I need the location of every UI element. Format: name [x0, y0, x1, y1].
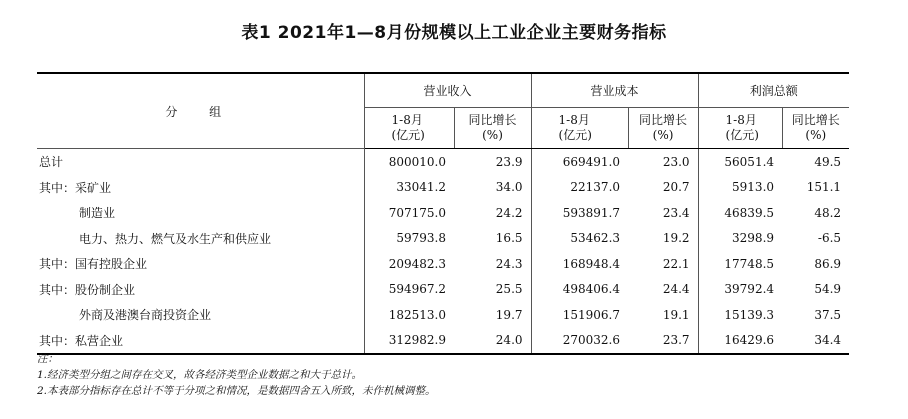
cell-value: 151.1 [806, 180, 842, 195]
revenue-period-header: 1-8月 (亿元) [364, 108, 454, 149]
cell-value: 19.7 [495, 307, 523, 322]
cell-value: 23.9 [495, 154, 523, 169]
row-label: 其中：采矿业 [39, 180, 112, 195]
cost-header: 营业成本 [531, 73, 698, 108]
revenue-header: 营业收入 [364, 73, 531, 108]
cell-value: 23.0 [662, 154, 690, 169]
profit-header: 利润总额 [698, 73, 849, 108]
cell-value: 3298.9 [698, 226, 782, 252]
table-row [37, 175, 849, 201]
cell-value: 86.9 [814, 256, 842, 271]
cell-value: 182513.0 [364, 302, 454, 328]
financial-indicators-table [37, 72, 849, 355]
cell-value: 24.0 [454, 328, 531, 355]
cell-value: 37.5 [814, 307, 842, 322]
cell-value: 209482.3 [364, 251, 454, 277]
cell-value: 59793.8 [364, 226, 454, 252]
cost-growth-header: 同比增长 (%) [628, 108, 698, 149]
table-row [37, 277, 849, 303]
cell-value: 25.5 [495, 282, 523, 297]
profit-period-header: 1-8月 (亿元) [698, 108, 782, 149]
cell-value: 707175.0 [364, 200, 454, 226]
cell-value: 151906.7 [531, 302, 628, 328]
table-notes [37, 351, 436, 399]
cell-value: 23.7 [628, 328, 698, 355]
cell-value: 56051.4 [698, 149, 782, 175]
cell-value: 53462.3 [531, 226, 628, 252]
cell-value: 19.2 [662, 231, 690, 246]
cell-value: 270032.6 [531, 328, 628, 355]
cell-value: 48.2 [814, 205, 842, 220]
notes-label: 注： [37, 353, 58, 365]
cell-value: 16.5 [495, 231, 523, 246]
note-1: 1.经济类型分组之间存在交叉，故各经济类型企业数据之和大于总计。 [37, 369, 363, 381]
cell-value: 24.2 [495, 205, 523, 220]
group-column-header: 分 组 [37, 73, 364, 149]
table-row [37, 251, 849, 277]
cell-value: 312982.9 [364, 328, 454, 355]
cell-value: 34.4 [782, 328, 849, 355]
cell-value: 669491.0 [531, 149, 628, 175]
cell-value: 54.9 [814, 282, 842, 297]
cell-value: 49.5 [814, 154, 842, 169]
cell-value: 33041.2 [364, 175, 454, 201]
cell-value: 24.4 [662, 282, 690, 297]
table-row [37, 149, 849, 175]
cell-value: 20.7 [662, 180, 690, 195]
cell-value: 19.1 [662, 307, 690, 322]
table-row [37, 226, 849, 252]
cell-value: 22.1 [662, 256, 690, 271]
cell-value: 23.4 [662, 205, 690, 220]
row-label: 外商及港澳台商投资企业 [79, 308, 212, 323]
cost-period-header: 1-8月 (亿元) [531, 108, 628, 149]
revenue-growth-header: 同比增长 (%) [454, 108, 531, 149]
cell-value: 39792.4 [698, 277, 782, 303]
table-title: 表1 2021年1—8月份规模以上工业企业主要财务指标 [241, 23, 667, 43]
table-row [37, 302, 849, 328]
cell-value: 594967.2 [364, 277, 454, 303]
cell-value: 16429.6 [698, 328, 782, 355]
row-label: 其中：股份制企业 [39, 282, 136, 297]
cell-value: 15139.3 [698, 302, 782, 328]
cell-value: 593891.7 [531, 200, 628, 226]
row-label: 其中：国有控股企业 [39, 257, 148, 272]
row-label: 制造业 [79, 206, 116, 221]
profit-growth-header: 同比增长 (%) [782, 108, 849, 149]
cell-value: 498406.4 [531, 277, 628, 303]
cell-value: 24.3 [495, 256, 523, 271]
cell-value: 17748.5 [698, 251, 782, 277]
row-label: 总计 [39, 155, 64, 170]
cell-value: 22137.0 [531, 175, 628, 201]
cell-value: -6.5 [817, 231, 842, 246]
row-label: 其中：私营企业 [37, 328, 364, 355]
cell-value: 34.0 [495, 180, 523, 195]
note-2: 2.本表部分指标存在总计不等于分项之和情况，是数据四舍五入所致，未作机械调整。 [37, 385, 436, 397]
table-row [37, 200, 849, 226]
row-label: 电力、热力、燃气及水生产和供应业 [79, 231, 272, 246]
cell-value: 5913.0 [698, 175, 782, 201]
cell-value: 46839.5 [698, 200, 782, 226]
cell-value: 168948.4 [531, 251, 628, 277]
cell-value: 800010.0 [364, 149, 454, 175]
